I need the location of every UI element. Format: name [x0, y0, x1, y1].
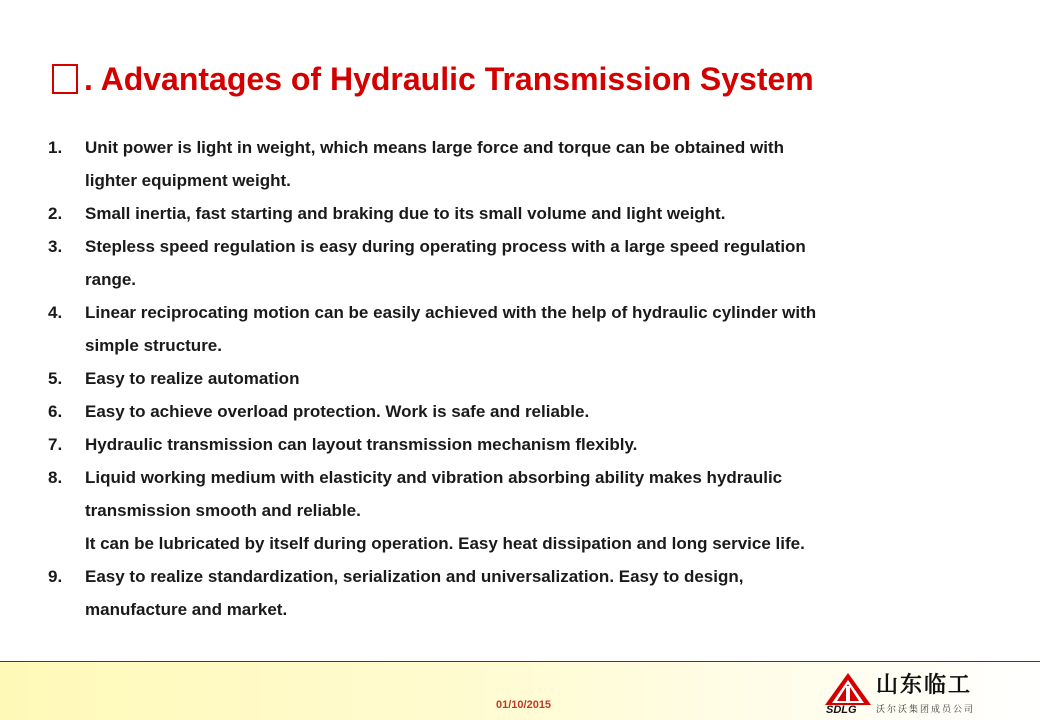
list-item-line: It can be lubricated by itself during operation. Easy heat dissipation and long service life. — [85, 534, 805, 553]
list-item-line: Easy to realize standardization, serialization and universalization. Easy to design, — [85, 567, 744, 586]
list-item-number: 3. — [48, 237, 63, 256]
list-item-number: 9. — [48, 567, 63, 586]
logo-subtitle: 沃尔沃集团成员公司 — [876, 705, 976, 715]
list-item-number: 8. — [48, 468, 63, 487]
list-item — [48, 296, 1018, 362]
list-item-line: manufacture and market. — [85, 600, 288, 619]
list-item — [48, 428, 1018, 461]
list-item — [48, 230, 1018, 296]
list-item-number: 6. — [48, 402, 63, 421]
footer-divider — [0, 661, 1040, 662]
list-item-number: 2. — [48, 204, 63, 223]
list-item-number: 7. — [48, 435, 63, 454]
list-item-line: Easy to realize automation — [85, 369, 300, 388]
slide-title — [48, 56, 1008, 102]
sdlg-logo — [824, 672, 1008, 718]
list-item — [48, 197, 1018, 230]
sdlg-triangle-icon — [824, 672, 872, 706]
list-item — [48, 395, 1018, 428]
list-item-line: transmission smooth and reliable. — [85, 501, 361, 520]
missing-glyph-icon — [52, 64, 78, 94]
logo-english-name: SDLG — [826, 704, 857, 716]
list-item-line: Easy to achieve overload protection. Work is safe and reliable. — [85, 402, 590, 421]
logo-chinese-name: 山东临工 — [876, 673, 973, 698]
list-item-line: range. — [85, 270, 137, 289]
list-item-number: 4. — [48, 303, 63, 322]
list-item — [48, 560, 1018, 626]
list-item-line: Unit power is light in weight, which means large force and torque can be obtained with — [85, 138, 784, 157]
list-item-line: lighter equipment weight. — [85, 171, 291, 190]
list-item-number: 1. — [48, 138, 63, 157]
list-item-line: Hydraulic transmission can layout transmission mechanism flexibly. — [85, 435, 638, 454]
list-item — [48, 461, 1018, 560]
list-item — [48, 362, 1018, 395]
list-item-line: Linear reciprocating motion can be easily achieved with the help of hydraulic cylinder with — [85, 303, 817, 322]
list-item-number: 5. — [48, 369, 63, 388]
list-item-line: Small inertia, fast starting and braking due to its small volume and light weight. — [85, 204, 726, 223]
footer-date: 01/10/2015 — [496, 699, 552, 711]
advantages-list — [48, 131, 1018, 626]
list-item-line: simple structure. — [85, 336, 222, 355]
list-item — [48, 131, 1018, 197]
slide-title-text: . Advantages of Hydraulic Transmission System — [84, 61, 814, 97]
list-item-line: Stepless speed regulation is easy during operating process with a large speed regulation — [85, 237, 806, 256]
list-item-line: Liquid working medium with elasticity and vibration absorbing ability makes hydraulic — [85, 468, 783, 487]
